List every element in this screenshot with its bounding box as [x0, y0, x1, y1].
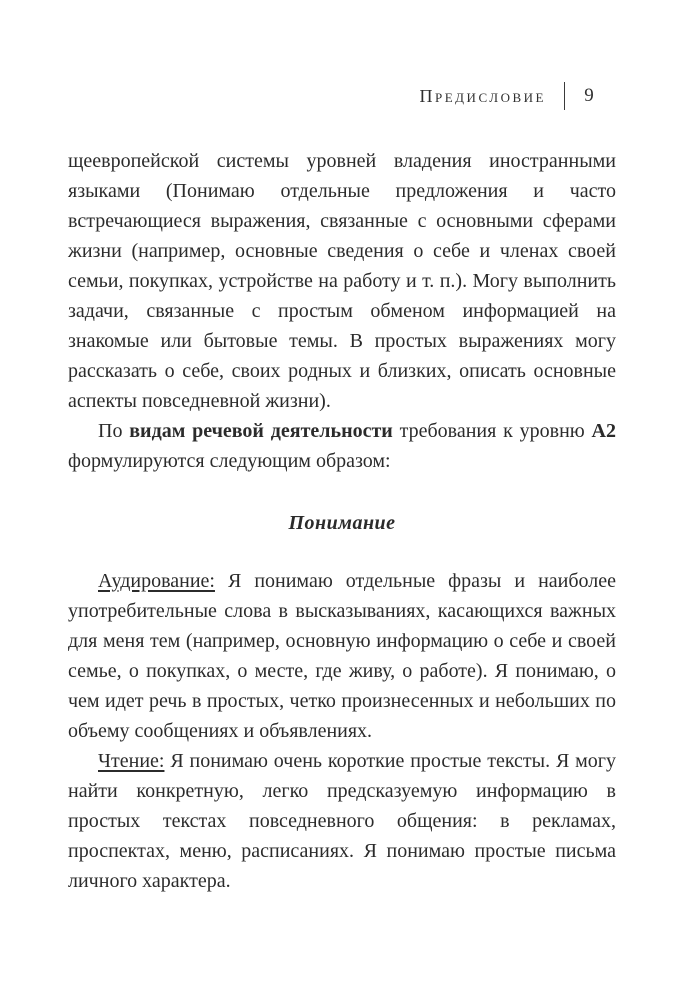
text-run: Я понимаю очень короткие простые тексты. Я могу найти конкретную, легко предсказуемую информацию в простых текстах повседневного общения: в рекламах, проспектах, меню, расписаниях. Я понимаю простые письма личного характера.: [68, 750, 616, 892]
bold-text-run: видам речевой деятельности: [129, 420, 393, 442]
text-run: По: [98, 420, 130, 442]
page-body: [68, 146, 616, 896]
text-run: формулируются следующим образом:: [68, 450, 391, 472]
header-divider: [564, 82, 565, 110]
underlined-term: Аудирование:: [98, 570, 215, 592]
paragraph-cefr-a2-description: [68, 146, 616, 416]
page-number: 9: [584, 85, 594, 106]
underlined-term: Чтение:: [98, 750, 165, 772]
text-run: требования к уровню: [392, 420, 592, 442]
bold-text-run: А2: [591, 420, 616, 442]
running-head-title: Предисловие: [419, 85, 546, 106]
text-run: Я понимаю отдельные фразы и наиболее употребительные слова в высказываниях, касающихся важных для меня тем (например, основную информацию о себе и своей семье, о покупках, о месте, где живу, о работе). Я понимаю, о чем идет речь в простых, четко произнесенных и небольших по объему сообщениях и объявлениях.: [68, 570, 616, 742]
text-run: щеевропейской системы уровней владения иностранными языками (Понимаю отдельные предложения и часто встречающиеся выражения, связанные с основными сферами жизни (например, основные сведения о себе и членах своей семьи, покупках, устройстве на работу и т. п.). Могу выполнить задачи, связанные с простым обменом информацией на знакомые или бытовые темы. В простых выражениях могу рассказать о себе, своих родных и близких, описать основные аспекты повседневной жизни).: [68, 150, 616, 412]
paragraph-listening: [68, 566, 616, 746]
paragraph-reading: [68, 746, 616, 896]
section-heading-understanding: Понимание: [288, 512, 396, 534]
page-header: [68, 82, 616, 110]
paragraph-speech-activities: [68, 416, 616, 476]
